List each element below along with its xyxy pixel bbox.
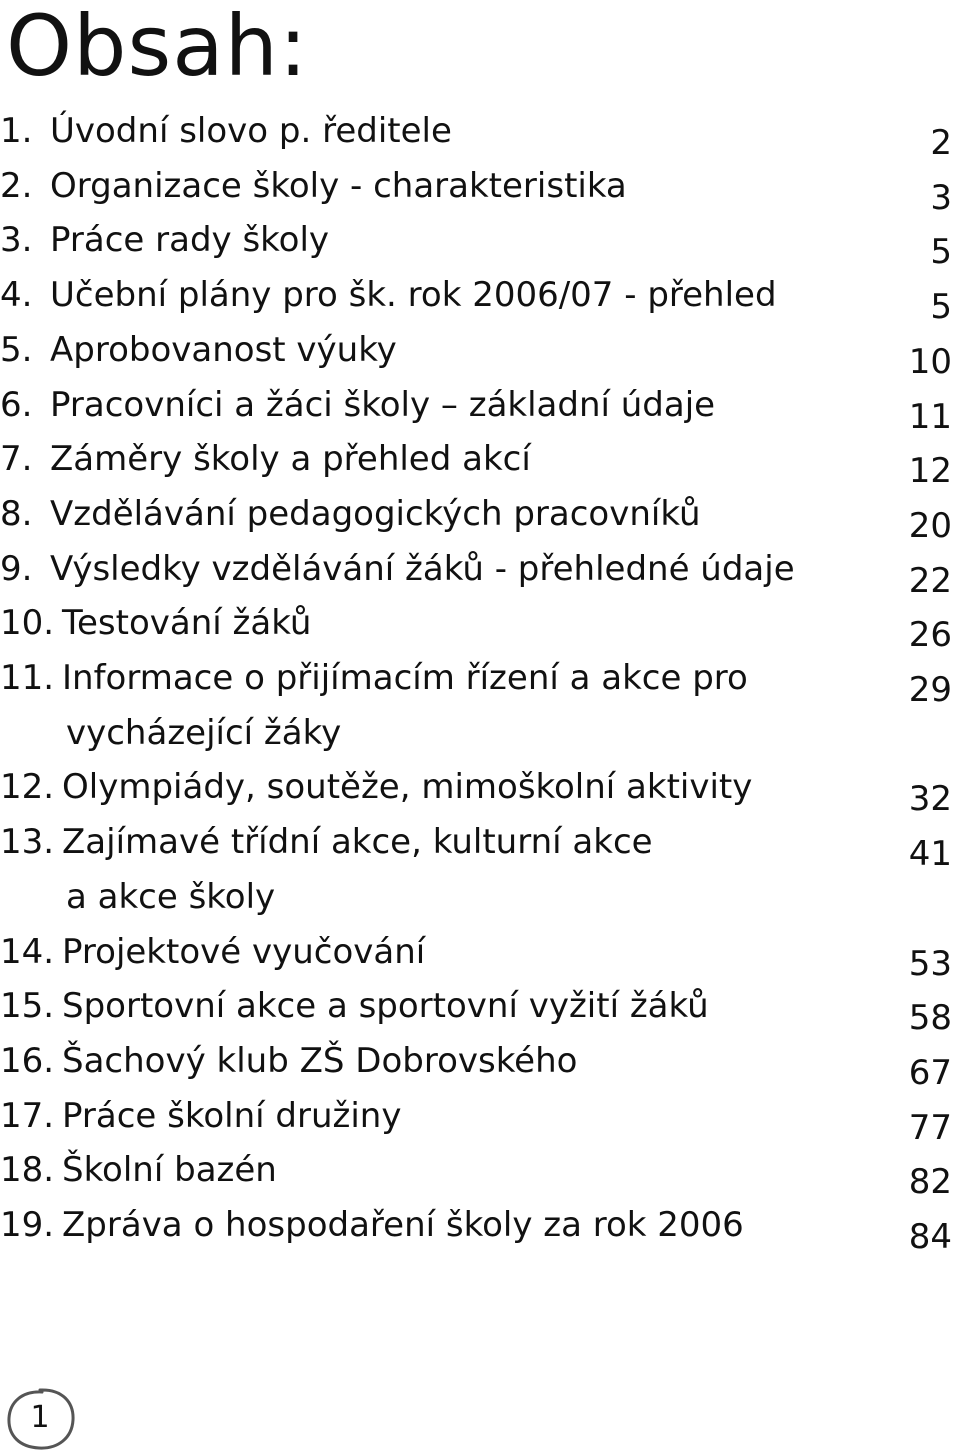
toc-entry-label: Výsledky vzdělávání žáků - přehledné údaje	[50, 548, 795, 589]
toc-entry-label: Zpráva o hospodaření školy za rok 2006	[62, 1205, 744, 1246]
toc-entry-line	[0, 1034, 960, 1089]
toc-entry-number: 12.	[0, 767, 55, 808]
toc-entry-label: Učební plány pro šk. rok 2006/07 - přehled	[50, 275, 777, 316]
toc-entry-line	[0, 432, 960, 487]
toc-entry-line	[0, 268, 960, 323]
toc-entry-label: Šachový klub ZŠ Dobrovského	[62, 1040, 578, 1081]
toc-entry-label: Práce školní družiny	[62, 1095, 402, 1136]
toc-entry	[0, 760, 960, 820]
toc-entry-page: 12	[908, 451, 952, 492]
toc-entry-label: Zajímavé třídní akce, kulturní akce	[62, 822, 653, 863]
toc-entry-line	[0, 596, 960, 651]
toc-entry-page: 58	[908, 998, 952, 1039]
toc-entry-line	[0, 159, 960, 214]
toc-entry-page: 10	[908, 341, 952, 382]
toc-entry-page: 2	[930, 123, 952, 163]
toc-entry	[0, 979, 960, 1039]
toc-entry-number: 18.	[0, 1150, 55, 1191]
toc-entry-line	[0, 979, 960, 1034]
toc-entry-page: 22	[908, 560, 952, 601]
toc-entry	[0, 1198, 960, 1258]
toc-entry-page: 53	[908, 943, 952, 984]
toc-entry	[0, 432, 960, 492]
toc-entry	[0, 542, 960, 601]
page-number-badge	[4, 1386, 76, 1452]
toc-entry-label: Olympiády, soutěže, mimoškolní aktivity	[62, 767, 753, 808]
toc-entry-continuation: a akce školy	[66, 876, 276, 917]
toc-entry-continuation: vycházející žáky	[66, 712, 342, 753]
toc-entry-number: 10.	[0, 603, 55, 644]
toc-entry-line	[0, 815, 960, 870]
toc-entry-line	[0, 104, 960, 159]
toc-entry-number: 16.	[0, 1040, 55, 1081]
toc-entry-page: 26	[908, 615, 952, 656]
toc-entry-number: 14.	[0, 931, 55, 972]
toc-entry	[0, 378, 960, 437]
toc-entry-page: 5	[930, 287, 952, 328]
toc-entry-label: Práce rady školy	[50, 220, 330, 261]
toc-entry-number: 1.	[0, 111, 33, 151]
toc-entry-number: 11.	[0, 658, 55, 699]
toc-entry	[0, 159, 960, 218]
toc-entry-number: 5.	[0, 329, 33, 370]
toc-entry-page: 20	[908, 505, 952, 546]
toc-entry	[0, 1143, 960, 1203]
toc-entry-number: 9.	[0, 548, 33, 589]
toc-entry	[0, 925, 960, 984]
toc-entry	[0, 213, 960, 273]
toc-entry-line	[0, 487, 960, 542]
toc-entry-number: 4.	[0, 275, 33, 316]
toc-entry-number: 17.	[0, 1095, 55, 1136]
toc-entry	[0, 323, 960, 382]
toc-entry-label: Projektové vyučování	[62, 931, 426, 972]
toc-entry-number: 2.	[0, 165, 33, 206]
toc-entry	[0, 487, 960, 546]
toc-entry-label: Vzdělávání pedagogických pracovníků	[50, 493, 701, 534]
toc-entry-page: 11	[908, 396, 952, 437]
toc-entry	[0, 596, 960, 656]
toc-entry-number: 6.	[0, 384, 33, 425]
page-title: Obsah:	[6, 0, 309, 95]
toc-entry-line	[0, 1089, 960, 1144]
toc-entry-page: 84	[908, 1217, 952, 1258]
toc-entry-line	[0, 378, 960, 433]
toc-entry	[0, 1034, 960, 1093]
toc-entry-page: 67	[908, 1052, 952, 1093]
toc-entry-line	[0, 542, 960, 597]
toc-entry-label: Úvodní slovo p. ředitele	[50, 111, 452, 151]
toc-entry-page: 32	[908, 779, 952, 820]
toc-entry-line	[0, 1143, 960, 1198]
toc-entry-label: Testování žáků	[62, 603, 312, 644]
toc-entry-line	[0, 760, 960, 815]
toc-entry-number: 13.	[0, 822, 55, 863]
toc-entry	[0, 104, 960, 163]
toc-entry	[0, 651, 960, 760]
toc-entry-page: 41	[908, 834, 952, 875]
toc-entry-page: 82	[908, 1162, 952, 1203]
toc-entry-page: 5	[930, 232, 952, 273]
toc-entry-label: Pracovníci a žáci školy – základní údaje	[50, 384, 716, 425]
toc-entry-label: Záměry školy a přehled akcí	[50, 439, 531, 480]
toc-entry	[0, 268, 960, 328]
toc-entry-label: Sportovní akce a sportovní vyžití žáků	[62, 986, 709, 1027]
toc-entry-line	[0, 1198, 960, 1253]
toc-entry-label: Organizace školy - charakteristika	[50, 165, 627, 206]
toc-entry-page: 77	[908, 1107, 952, 1148]
toc-entry-number: 3.	[0, 220, 33, 261]
toc-entry-number: 7.	[0, 439, 33, 480]
toc-entry-number: 8.	[0, 493, 33, 534]
page-number: 1	[30, 1400, 50, 1435]
toc-entry-label: Školní bazén	[62, 1150, 277, 1191]
toc-entry-label: Informace o přijímacím řízení a akce pro	[62, 658, 748, 699]
toc-entry-label: Aprobovanost výuky	[50, 329, 397, 370]
table-of-contents	[0, 104, 960, 1258]
toc-entry-line	[0, 651, 960, 706]
toc-entry-page: 3	[930, 177, 952, 218]
toc-entry-line	[0, 925, 960, 980]
toc-entry-page: 29	[908, 670, 952, 711]
toc-entry	[0, 1089, 960, 1148]
toc-entry	[0, 815, 960, 924]
toc-entry-number: 19.	[0, 1205, 55, 1246]
toc-entry-number: 15.	[0, 986, 55, 1027]
toc-entry-line	[0, 213, 960, 268]
toc-entry-line	[0, 323, 960, 378]
